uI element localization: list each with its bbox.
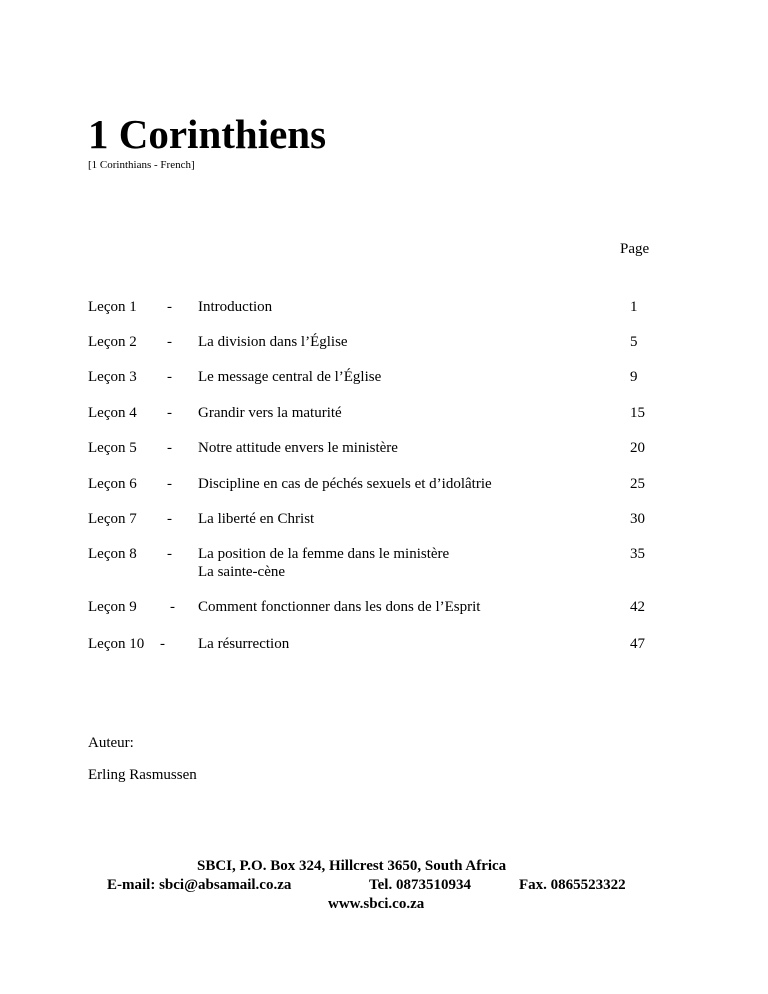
lesson-label: Leçon 1 <box>88 299 137 315</box>
page-number: 25 <box>630 476 645 492</box>
separator-dash: - <box>167 440 172 456</box>
separator-dash: - <box>167 476 172 492</box>
document-subtitle: [1 Corinthians - French] <box>88 159 195 171</box>
lesson-title: Discipline en cas de péchés sexuels et d’idolâtrie <box>198 476 492 492</box>
lesson-title: Le message central de l’Église <box>198 369 382 385</box>
page-number: 9 <box>630 369 638 385</box>
publisher-email: E-mail: sbci@absamail.co.za <box>107 877 292 893</box>
lesson-title: Comment fonctionner dans les dons de l’Esprit <box>198 599 481 615</box>
page-column-header: Page <box>620 241 650 257</box>
page-number: 20 <box>630 440 645 456</box>
publisher-telephone: Tel. 0873510934 <box>369 877 471 893</box>
separator-dash: - <box>167 299 172 315</box>
document-title: 1 Corinthiens <box>88 111 327 157</box>
lesson-title-line-2: La sainte-cène <box>198 564 286 580</box>
lesson-label: Leçon 3 <box>88 369 137 385</box>
page-number: 30 <box>630 511 645 527</box>
separator-dash: - <box>167 546 172 562</box>
page-number: 42 <box>630 599 645 615</box>
lesson-title: Grandir vers la maturité <box>198 405 342 421</box>
lesson-label: Leçon 9 <box>88 599 137 615</box>
page-number: 1 <box>630 299 638 315</box>
lesson-label: Leçon 5 <box>88 440 137 456</box>
publisher-website: www.sbci.co.za <box>328 896 425 912</box>
lesson-label: Leçon 4 <box>88 405 137 421</box>
lesson-title-line-1: La position de la femme dans le ministère <box>198 546 450 562</box>
separator-dash: - <box>167 511 172 527</box>
lesson-title: Introduction <box>198 299 273 315</box>
lesson-title <box>198 545 449 581</box>
page-number: 47 <box>630 636 645 652</box>
page-number: 15 <box>630 405 645 421</box>
lesson-label: Leçon 2 <box>88 334 137 350</box>
publisher-address: SBCI, P.O. Box 324, Hillcrest 3650, South Africa <box>197 858 507 874</box>
separator-dash: - <box>160 636 165 652</box>
separator-dash: - <box>167 334 172 350</box>
lesson-title: La résurrection <box>198 636 290 652</box>
lesson-title: Notre attitude envers le ministère <box>198 440 398 456</box>
lesson-label: Leçon 7 <box>88 511 137 527</box>
lesson-label: Leçon 10 <box>88 636 145 652</box>
page-number: 5 <box>630 334 638 350</box>
lesson-title: La liberté en Christ <box>198 511 315 527</box>
separator-dash: - <box>167 405 172 421</box>
lesson-label: Leçon 6 <box>88 476 137 492</box>
author-label: Auteur: <box>88 735 134 751</box>
author-name: Erling Rasmussen <box>88 767 197 783</box>
lesson-title: La division dans l’Église <box>198 334 348 350</box>
publisher-fax: Fax. 0865523322 <box>519 877 626 893</box>
separator-dash: - <box>167 369 172 385</box>
separator-dash: - <box>170 599 175 615</box>
lesson-label: Leçon 8 <box>88 546 137 562</box>
page-number: 35 <box>630 546 645 562</box>
